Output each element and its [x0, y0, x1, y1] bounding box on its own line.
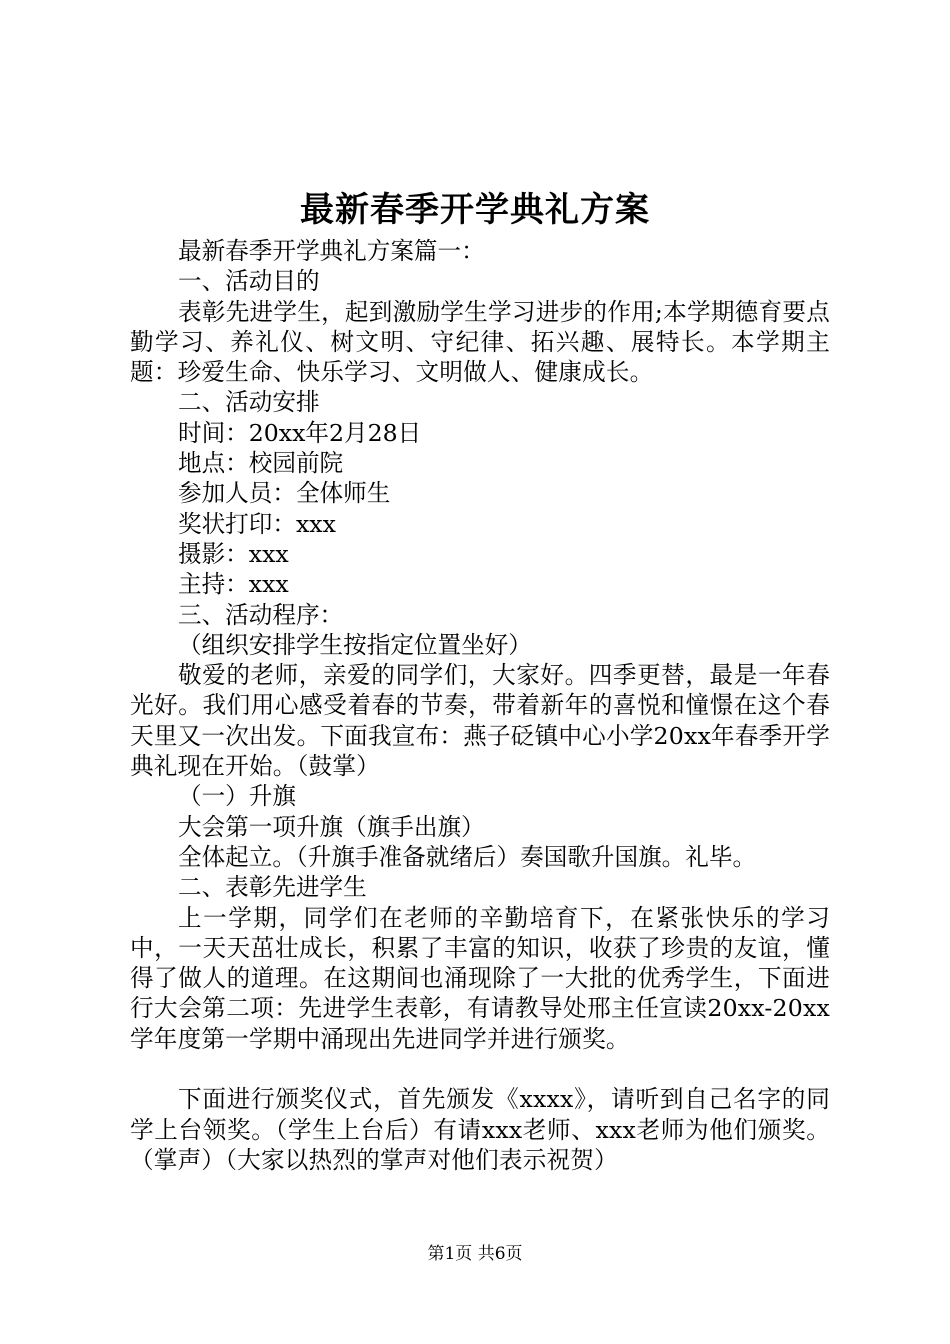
paragraph-location: 地点：校园前院 [178, 449, 344, 478]
page-footer: 第1页 共6页 [427, 1244, 523, 1264]
paragraph-opening-speech: 敬爱的老师，亲爱的同学们，大家好。四季更替，最是一年春光好。我们用心感受着春的节奏，带着新年的喜悦和憧憬在这个春天里又一次出发。下面我宣布：燕子砭镇中心小学20xx年春季开学典礼现在开始。（鼓掌） [130, 661, 830, 781]
section-heading-commendation: 二、表彰先进学生 [178, 873, 367, 902]
document-title: 最新春季开学典礼方案 [300, 190, 650, 230]
paragraph-flag-item: 大会第一项升旗（旗手出旗） [178, 812, 485, 841]
paragraph-time: 时间：20xx年2月28日 [178, 418, 422, 447]
document-body [130, 236, 830, 1175]
paragraph-purpose: 表彰先进学生，起到激励学生学习进步的作用;本学期德育要点勤学习、养礼仪、树文明、守纪律、拓兴趣、展特长。本学期主题：珍爱生命、快乐学习、文明做人、健康成长。 [130, 297, 830, 387]
section-heading-purpose: 一、活动目的 [178, 267, 320, 296]
paragraph-participants: 参加人员：全体师生 [178, 479, 391, 508]
paragraph-intro: 最新春季开学典礼方案篇一： [178, 237, 485, 265]
paragraph-seating: （组织安排学生按指定位置坐好） [178, 630, 532, 659]
paragraph-host: 主持：xxx [178, 570, 289, 599]
paragraph-certificate-printing: 奖状打印：xxx [178, 509, 336, 538]
paragraph-anthem: 全体起立。（升旗手准备就绪后）奏国歌升国旗。礼毕。 [178, 842, 757, 871]
section-heading-arrangement: 二、活动安排 [178, 388, 320, 417]
paragraph-awards: 下面进行颁奖仪式，首先颁发《xxxx》，请听到自己名字的同学上台领奖。（学生上台后）有请xxx老师、xxx老师为他们颁奖。（掌声）（大家以热烈的掌声对他们表示祝贺） [130, 1085, 830, 1174]
paragraph-photography: 摄影：xxx [178, 539, 289, 568]
paragraph-commendation: 上一学期，同学们在老师的辛勤培育下，在紧张快乐的学习中，一天天茁壮成长，积累了丰富的知识，收获了珍贵的友谊，懂得了做人的道理。在这期间也涌现除了一大批的优秀学生，下面进行大会第二项：先进学生表彰，有请教导处邢主任宣读20xx-20xx学年度第一学期中涌现出先进同学并进行颁奖。 [130, 903, 830, 1053]
paragraph-spacer [130, 1054, 830, 1084]
section-heading-flag: （一）升旗 [178, 782, 296, 811]
section-heading-procedure: 三、活动程序： [178, 600, 344, 629]
